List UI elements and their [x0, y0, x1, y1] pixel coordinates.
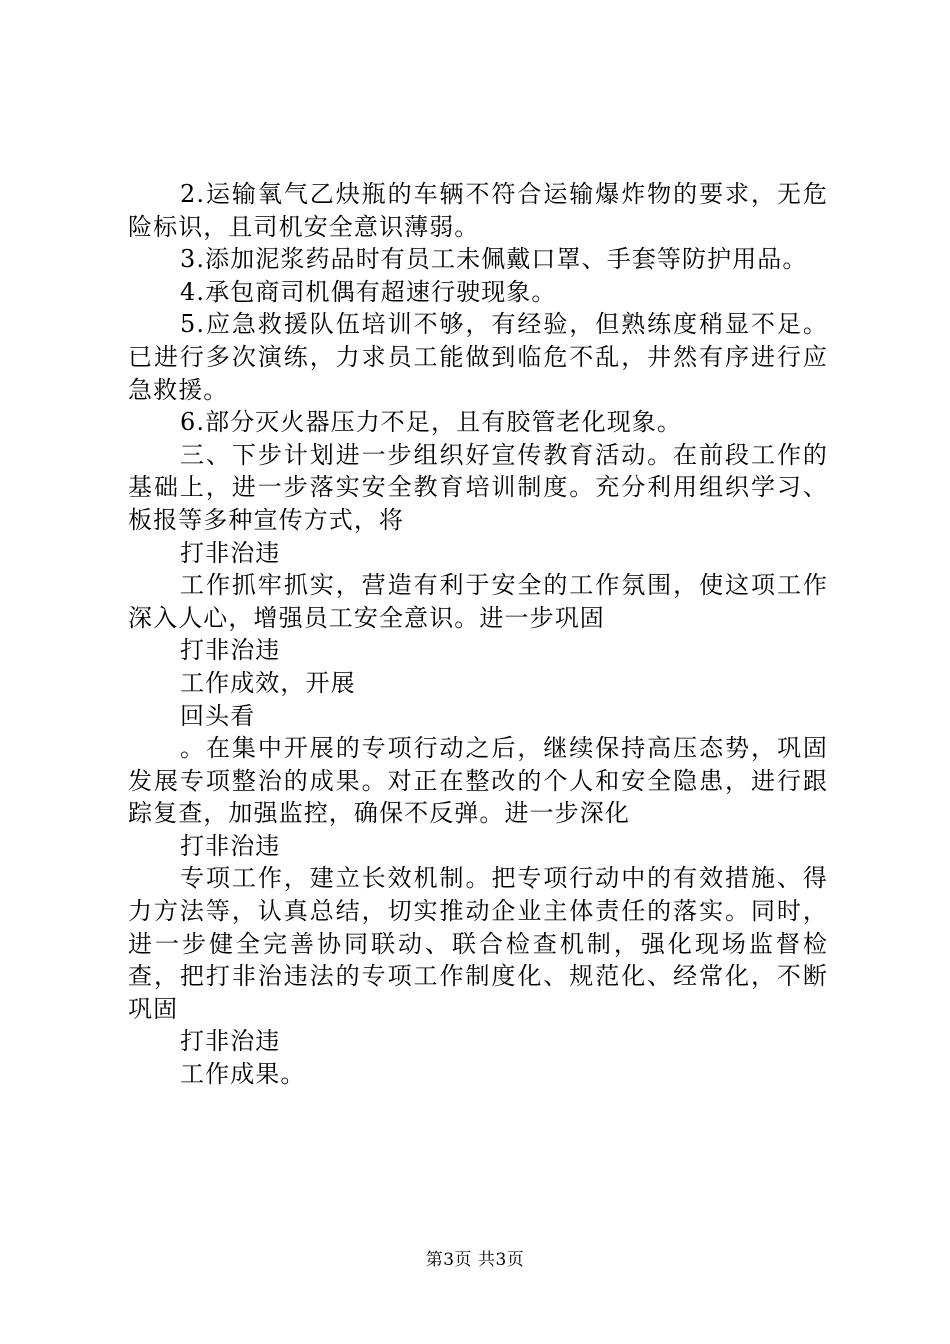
paragraph-item-6: 6.部分灭火器压力不足，且有胶管老化现象。	[180, 408, 682, 437]
section-next-plan: 三、下步计划进一步组织好宣传教育活动。在前段工作的基础上，进一步落实安全教育培训制度。充分利用组织学习、板报等多种宣传方式，将	[128, 440, 828, 534]
paragraph-fragment: 工作抓牢抓实，营造有利于安全的工作氛围，使这项工作深入人心，增强员工安全意识。进一步巩固	[128, 571, 828, 632]
paragraph-fragment: 打非治违	[180, 538, 281, 567]
paragraph-item-2: 2.运输氧气乙炔瓶的车辆不符合运输爆炸物的要求，无危险标识，且司机安全意识薄弱。	[128, 180, 828, 241]
paragraph-fragment: 回头看	[180, 701, 256, 730]
paragraph-fragment: 工作成效，开展	[180, 668, 356, 697]
paragraph-fragment: 工作成果。	[180, 1060, 306, 1089]
paragraph-fragment: 打非治违	[180, 1027, 281, 1056]
document-body	[128, 178, 828, 1091]
paragraph-item-3: 3.添加泥浆药品时有员工未佩戴口罩、手套等防护用品。	[180, 245, 808, 274]
page-footer: 第3页 共3页	[425, 1250, 525, 1270]
paragraph-fragment: 打非治违	[180, 831, 281, 860]
paragraph-item-5: 5.应急救援队伍培训不够，有经验，但熟练度稍显不足。已进行多次演练，力求员工能做到临危不乱，井然有序进行应急救援。	[128, 310, 828, 404]
paragraph-fragment: 打非治违	[180, 636, 281, 665]
paragraph-fragment: 。在集中开展的专项行动之后，继续保持高压态势，巩固发展专项整治的成果。对正在整改的个人和安全隐患，进行跟踪复查，加强监控，确保不反弹。进一步深化	[128, 734, 828, 828]
paragraph-fragment: 专项工作，建立长效机制。把专项行动中的有效措施、得力方法等，认真总结，切实推动企业主体责任的落实。同时，进一步健全完善协同联动、联合检查机制，强化现场监督检查，把打非治违法的专项工作制度化、规范化、经常化，不断巩固	[128, 864, 828, 1023]
paragraph-item-4: 4.承包商司机偶有超速行驶现象。	[180, 277, 557, 306]
